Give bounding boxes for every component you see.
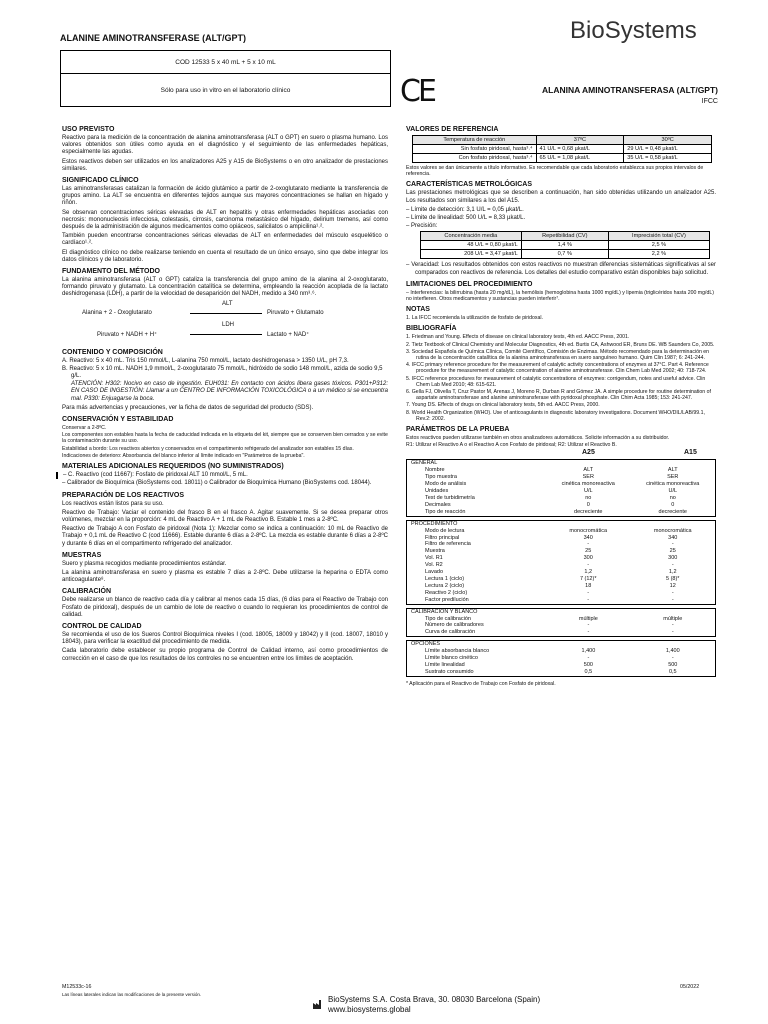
table-cell: - [587, 655, 590, 662]
table-cell: 30ºC [624, 136, 712, 145]
table-cell: - [587, 589, 590, 596]
reaction-arrow [190, 313, 262, 314]
table-cell: 25 [669, 548, 676, 555]
table-cell: - [587, 541, 590, 548]
param-section-title: OPCIONES [411, 641, 441, 648]
reaction-scheme [62, 301, 388, 345]
table-cell: 0,5 [668, 668, 677, 675]
list-item: 5. IFCC reference procedures for measurement of catalytic concentrations of enzymes: corrigendum, notes and useful advice. Clin Chem Lab Med 2010; 48: 615-621. [406, 375, 706, 388]
column-header: A15 [684, 449, 697, 457]
table-cell: - [671, 589, 674, 596]
paragraph: Las aminotransferasas catalizan la formación de ácido glutámico a partir de 2-oxoglutarato mediante la transferencia de grupos amino. La ALT se encuentra en diferentes tejidos aunque sus mayores concentraciones se hallan en hígado y riñón. [62, 186, 388, 207]
table-row [407, 590, 715, 597]
table-cell: monocromática [653, 527, 692, 534]
table-cell: 18 [585, 582, 592, 589]
table-cell: U/L [668, 488, 678, 495]
table-cell: Tipo de calibración [425, 615, 471, 622]
section-heading: CONTENIDO Y COMPOSICIÓN [62, 348, 163, 356]
table-cell: ALT [667, 467, 678, 474]
table-cell: Imprecisión total (CV) [608, 232, 709, 241]
table-cell: Reactivo 2 (ciclo) [425, 589, 468, 596]
list-item: 7. Young DS. Effects of drugs on clinical laboratory tests, 5th ed. AACC Press, 2000. [406, 402, 600, 409]
precision-table [420, 231, 710, 259]
table-cell: U/L [583, 488, 593, 495]
table-row [407, 562, 715, 569]
ivd-notice: Sólo para uso in vitro en el laboratorio clínico [160, 87, 291, 94]
table-cell: 500 [583, 661, 593, 668]
table-cell: no [585, 495, 592, 502]
table-cell: Vol. R2 [425, 562, 443, 569]
param-section [406, 640, 716, 677]
section-heading: PREPARACIÓN DE LOS REACTIVOS [62, 491, 184, 499]
paragraph: Estabilidad a bordo: Los reactivos abiertos y conservados en el compartimento refrigerado del analizador son estables 15 días. [62, 445, 354, 452]
table-row [407, 583, 715, 590]
table-row [421, 250, 710, 259]
table-cell: 12 [669, 582, 676, 589]
revision-note: Las líneas laterales indican las modificaciones de la presente versión. [62, 992, 202, 997]
table-cell: 48 U/L = 0,80 µkat/L [421, 241, 522, 250]
enzyme-label: ALT [222, 300, 233, 307]
paragraph: Los componentes son estables hasta la fecha de caducidad indicada en la etiqueta del kit, siempre que se conserven bien cerrados y se evite la contaminación durante su uso. [62, 432, 388, 445]
table-row [407, 509, 715, 516]
column-header: A25 [582, 449, 595, 457]
list-item: – Límite de detección: 3,1 U/L = 0,05 µkat/L. [406, 206, 524, 213]
list-item: – Calibrador de Bioquímica (BioSystems cod. 18011) o Calibrador de Bioquímica Humano (BioSystems cod. 18044). [62, 480, 372, 487]
list-item: 3. Sociedad Española de Química Clínica, Comité Científico, Comisión de Enzimas. Método recomendado para la determinación en rutina de la concentración catalítica de la alanina aminotransferasa en suero sanguíneo humano. Quim Clin 1987; 6: 241-244. [406, 348, 710, 362]
list-item: 8. World Health Organization (WHO). Use of anticoagulants in diagnostic laboratory investigations. Document WHO/DIL/LAB/99.1, Rev.2: 2002. [406, 409, 705, 422]
table-cell: Límite absorbancia blanco [425, 648, 490, 655]
table-cell: Número de calibradores [425, 622, 484, 629]
table-cell: 1,2 [668, 569, 677, 576]
table-cell: - [587, 629, 590, 636]
table-row [407, 648, 715, 655]
table-row [413, 136, 712, 145]
table-cell: Concentración media [421, 232, 522, 241]
reaction-arrow [190, 334, 262, 335]
table-row [407, 488, 715, 495]
table-cell: - [587, 622, 590, 629]
reference-values-table [412, 135, 712, 163]
table-cell: Filtro de referencia [425, 541, 471, 548]
section-heading: BIBLIOGRAFÍA [406, 325, 457, 333]
table-cell: 340 [583, 534, 593, 541]
table-cell: cinética monoreactiva [561, 481, 615, 488]
table-row [407, 555, 715, 562]
table-row [413, 154, 712, 163]
paragraph: La alanina aminotransferasa (ALT o GPT) cataliza la transferencia del grupo amino de la alanina al 2-oxoglutarato, formando piruvato y glutamato. La concentración catalítica se determina, empleando la reacción acoplada de la lactato deshidrogenasa (LDH), a partir de la velocidad de desaparición del NADH, medido a 340 nm³˒⁶. [62, 277, 388, 298]
table-row [421, 232, 710, 241]
paragraph: El diagnóstico clínico no debe realizarse teniendo en cuenta el resultado de un único ensayo, sino que debe integrar los datos clínicos y de laboratorio. [62, 249, 388, 263]
doc-code: M12533c-16 [62, 984, 92, 990]
table-cell: 37ºC [536, 136, 624, 145]
list-item: 2. Tietz Textbook of Clinical Chemistry and Molecular Diagnostics, 4th ed. Burtis CA, Ashwood ER, Bruns DE. WB Saunders Co, 2005. [406, 341, 715, 348]
table-cell: - [671, 629, 674, 636]
param-columns [406, 449, 716, 459]
table-cell: Límite linealidad [425, 661, 465, 668]
table-row [407, 576, 715, 583]
table-row [421, 241, 710, 250]
paragraph: Indicaciones de deterioro: Absorbancia del blanco inferior al límite indicado en "Parámetros de la prueba". [62, 452, 305, 459]
paragraph: Para más advertencias y precauciones, ver la ficha de datos de seguridad del producto (SDS). [62, 404, 314, 411]
paragraph: Reactivo de Trabajo: Vaciar el contenido del frasco B en el frasco A. Agitar suavemente. Si se desea preparar otros volúmenes, mezclar en la proporción: 4 mL de Reactivo A + 1 mL de Reactivo B. Estable 1 mes a 2-8ºC. [62, 509, 388, 523]
paragraph: Los reactivos están listos para su uso. [62, 500, 164, 507]
list-item: A. Reactivo: 5 x 40 mL. Tris 150 mmol/L, L-alanina 750 mmol/L, lactato deshidrogenasa > 1350 U/L, pH 7,3. [62, 357, 349, 364]
paragraph: Conservar a 2-8ºC. [62, 425, 107, 432]
table-cell: 500 [668, 661, 678, 668]
table-cell: Sustrato consumido [425, 668, 474, 675]
section-heading: MUESTRAS [62, 551, 102, 559]
doc-title: ALANINE AMINOTRANSFERASE (ALT/GPT) [60, 33, 246, 43]
table-cell: - [671, 622, 674, 629]
table-cell: - [587, 562, 590, 569]
table-cell: Modo de análisis [425, 481, 467, 488]
table-cell: 5 (8)* [666, 575, 680, 582]
table-cell: - [587, 596, 590, 603]
table-cell: Nombre [425, 467, 445, 474]
list-item: B. Reactivo: 5 x 10 mL. NADH 1,9 mmol/L, 2-oxoglutarato 75 mmol/L, hidróxido de sodio 148 mmol/L, azida de sodio 9,5 g/L. [62, 365, 383, 380]
list-item: 1. Friedman and Young. Effects of disease on clinical laboratory tests, 4th ed. AACC Press, 2001. [406, 334, 630, 341]
paragraph: También pueden encontrarse concentraciones séricas elevadas de ALT en enfermedades del músculo esquelético o cardíaco¹˒². [62, 233, 388, 247]
table-row [407, 528, 715, 535]
table-cell: 7 (12)* [579, 575, 597, 582]
table-cell: cinética monoreactiva [646, 481, 700, 488]
list-item: – Límite de linealidad: 500 U/L = 8,33 µkat/L. [406, 215, 526, 222]
section-heading: PARÁMETROS DE LA PRUEBA [406, 426, 510, 434]
table-cell: Decimales [425, 501, 451, 508]
paragraph: Estos reactivos pueden utilizarse también en otros analizadores automáticos. Solicite información a su distribuidor. [406, 435, 670, 442]
table-cell: 0 [671, 501, 675, 508]
table-cell: 2,5 % [608, 241, 709, 250]
table-cell: 65 U/L = 1,08 µkat/L [536, 154, 624, 163]
list-item: 4. IFCC primary reference procedure for the measurement of catalytic activity concentrations of enzymes at 37°C. Part 4. Reference procedure for the measurement of catalytic concentration of alanine aminotransferase. Clin Chem Lab Med 2002; 40: 718-724. [406, 362, 709, 375]
reaction-substrate: Piruvato + NADH + H⁺ [97, 331, 158, 338]
table-row [407, 655, 715, 662]
param-section [406, 459, 716, 516]
reaction-product: Piruvato + Glutamato [267, 309, 324, 316]
table-row [407, 502, 715, 509]
table-cell: no [669, 495, 676, 502]
table-row [407, 629, 715, 636]
table-cell: SER [667, 474, 679, 481]
reaction-substrate: Alanina + 2 - Oxoglutarato [82, 309, 152, 316]
paragraph: Suero y plasma recogidos mediante procedimientos estándar. [62, 560, 227, 567]
paragraph: – Interferencias: la bilirrubina (hasta 20 mg/dL), la hemólisis (hemoglobina hasta 1000 mg/dL) y lipemia (triglicéridos hasta 200 mg/dL) no interfieren. Otros medicamentos y sustancias pueden interferir⁷. [406, 289, 714, 303]
factory-icon [313, 996, 323, 1006]
paragraph: Se observan concentraciones séricas elevadas de ALT en hepatitis y otras enfermedades hepáticas asociadas con necrosis: mononucleosis infecciosa, colestasis, cirrosis, carcinoma metastásico del hígado, delirium tremens, así como después de la administración de algunos medicamentos como opiáceos, salicilatos o ampicilina¹˒². [62, 209, 388, 231]
paragraph: Se recomienda el uso de los Sueros Control Bioquímica niveles I (cod. 18005, 18009 y 18042) y II (cod. 18007, 18010 y 18043), para verificar la exactitud del procedimiento de medida. [62, 631, 388, 646]
section-heading: NOTAS [406, 306, 430, 314]
table-cell: múltiple [578, 615, 598, 622]
table-cell: 2,2 % [608, 250, 709, 259]
section-heading: SIGNIFICADO CLÍNICO [62, 177, 139, 185]
table-cell: 340 [668, 534, 678, 541]
left-column [62, 122, 388, 665]
table-cell: Factor predilución [425, 596, 469, 603]
table-cell: Tipo muestra [425, 474, 457, 481]
spanish-title: ALANINA AMINOTRANSFERASA (ALT/GPT) [542, 85, 718, 95]
table-cell: Curva de calibración [425, 629, 476, 636]
paragraph: R1: Utilizar el Reactivo A o el Reactivo A con Fosfato de piridoxal; R2: Utilizar el Reactivo B. [406, 442, 617, 449]
table-cell: Sin fosfato piridoxal, hasta³˒⁴ [413, 145, 537, 154]
paragraph: Estos reactivos deben ser utilizados en los analizadores A25 y A15 de BioSystems o en otro analizador de prestaciones similares. [62, 158, 388, 172]
ce-mark: CE [400, 74, 434, 109]
table-cell: Filtro principal [425, 534, 460, 541]
paragraph: Estos valores se dan únicamente a título informativo. Es recomendable que cada laboratorio establezca sus propios intervalos de referencia. [406, 165, 704, 178]
reaction-product: Lactato + NAD⁺ [267, 331, 310, 338]
table-row [407, 597, 715, 604]
table-cell: Lavado [425, 569, 444, 576]
table-row [407, 569, 715, 576]
table-cell: Límite blanco cinético [425, 655, 478, 662]
section-heading: USO PREVISTO [62, 126, 115, 133]
table-cell: 208 U/L = 3,47 µkat/L [421, 250, 522, 259]
brand-logo: BioSystems [570, 17, 697, 44]
list-item: – Veracidad: Los resultados obtenidos con estos reactivos no muestran diferencias sistemáticas significativas al ser comparados con reactivos de referencia. Los detalles del estudio comparativo están disponibles bajo solicitud. [406, 262, 716, 276]
section-heading: CONTROL DE CALIDAD [62, 622, 142, 630]
table-cell: ALT [583, 467, 594, 474]
table-cell: Modo de lectura [425, 527, 465, 534]
table-cell: 300 [668, 555, 678, 562]
table-cell: 1,400 [665, 648, 680, 655]
paragraph: Las prestaciones metrológicas que se describen a continuación, han sido obtenidas utilizando un analizador A25. Los resultados son similares a los del A15. [406, 190, 716, 204]
table-cell: 1,4 % [521, 241, 608, 250]
table-row [407, 495, 715, 502]
table-cell: Muestra [425, 548, 445, 555]
section-heading: MATERIALES ADICIONALES REQUERIDOS (NO SUMINISTRADOS) [62, 463, 284, 471]
table-cell: monocromática [569, 527, 608, 534]
table-cell: SER [582, 474, 594, 481]
table-row [407, 481, 715, 488]
section-heading: FUNDAMENTO DEL MÉTODO [62, 268, 161, 276]
table-cell: - [671, 655, 674, 662]
table-cell: 1,2 [584, 569, 593, 576]
table-cell: 0,7 % [521, 250, 608, 259]
company-website: www.biosystems.global [328, 1005, 411, 1014]
table-cell: Lectura 1 (ciclo) [425, 575, 465, 582]
table-row [413, 145, 712, 154]
table-cell: 0,5 [584, 668, 593, 675]
table-cell: - [671, 562, 674, 569]
table-cell: - [671, 541, 674, 548]
table-cell: 25 [585, 548, 592, 555]
table-row [407, 541, 715, 548]
bibliography-list [406, 334, 716, 422]
section-heading: VALORES DE REFERENCIA [406, 126, 499, 133]
doc-date: 05/2022 [680, 984, 700, 990]
table-cell: - [671, 596, 674, 603]
section-heading: CARACTERÍSTICAS METROLÓGICAS [406, 181, 532, 189]
table-cell: Con fosfato piridoxal, hasta³˒⁴ [413, 154, 537, 163]
param-section [406, 608, 716, 638]
table-cell: Test de turbidimetría [425, 495, 475, 502]
table-cell: 0 [586, 501, 590, 508]
table-cell: Tipo de reacción [425, 508, 466, 515]
table-cell: 41 U/L = 0,68 µkat/L [536, 145, 624, 154]
table-cell: decreciente [658, 508, 687, 515]
product-code: COD 12533 5 x 40 mL + 5 x 10 mL [61, 51, 390, 74]
table-row [407, 662, 715, 669]
paragraph: La alanina aminotransferasa en suero y plasma es estable 7 días a 2-8ºC. Debe utilizarse la heparina o EDTA como anticoagulante⁸. [62, 569, 388, 584]
param-section-title: PROCEDIMIENTO [411, 520, 458, 527]
paragraph: 1. La IFCC recomienda la utilización de fosfato de piridoxal. [406, 315, 543, 322]
param-section [406, 520, 716, 605]
warning-text: ATENCIÓN: H302: Nocivo en caso de ingestión. EUH031: En contacto con ácidos libera gases tóxicos. P301+P312: EN CASO DE INGESTIÓN: Llamar a un CENTRO DE INFORMACIÓN TOXICOLÓGICA o a un médico si se encuentra mal. P330: Enjuagarse la boca. [71, 381, 388, 402]
list-item: 6. Gella FJ, Olivella T, Cruz Pastor M, Arenas J, Moreno R, Durban R and Gómez JA. A simple procedure for routine determination of aspartate aminotransferase and alanine aminotransferase with pyridoxal phosphate. Clin Chim Acta 1985; 153: 241-247. [406, 389, 711, 402]
company-address: BioSystems S.A. Costa Brava, 30. 08030 Barcelona (Spain) [328, 995, 541, 1004]
section-heading: CALIBRACIÓN [62, 588, 111, 596]
table-cell: Lectura 2 (ciclo) [425, 582, 465, 589]
table-cell: decreciente [574, 508, 603, 515]
table-cell: 35 U/L = 0,58 µkat/L [624, 154, 712, 163]
table-cell: 29 U/L = 0,48 µkat/L [624, 145, 712, 154]
table-row [407, 535, 715, 542]
section-heading: CONSERVACIÓN Y ESTABILIDAD [62, 416, 174, 424]
table-cell: Unidades [425, 488, 449, 495]
param-section-title: GENERAL [411, 460, 438, 467]
paragraph: Debe realizarse un blanco de reactivo cada día y calibrar al menos cada 15 días, (6 días para el Reactivo de Trabajo con Fosfato de piridoxal), después de un cambio de lote de reactivo o cuando lo requieran los procedimientos de control de calidad. [62, 597, 388, 618]
table-cell: Vol. R1 [425, 555, 443, 562]
table-row [407, 467, 715, 474]
method-label: IFCC [701, 98, 718, 105]
table-cell: 1,400 [581, 648, 596, 655]
table-row [407, 669, 715, 676]
table-cell: múltiple [663, 615, 683, 622]
table-row [407, 474, 715, 481]
paragraph: Reactivo de Trabajo A con Fosfato de piridoxal (Nota 1): Mezclar como se indica a continuación: 10 mL de Reactivo de Trabajo + 0,1 mL de Reactivo C (cod 11666). Estable durante 6 días a 2-8ºC. La mezcla es estable durante 6 días a 2-8ºC y durante 6 días en el compartimento refrigerado del analizador. [62, 526, 388, 547]
paragraph: Reactivo para la medición de la concentración de alanina aminotransferasa (ALT o GPT) en suero o plasma humano. Los valores obtenidos son útiles como ayuda en el diagnóstico y el seguimiento de las enfermedades hepáticas, especialmente las agudas. [62, 135, 388, 156]
table-cell: 300 [583, 555, 593, 562]
table-cell: Temperatura de reacción [413, 136, 537, 145]
param-section-title: CALIBRACIÓN Y BLANCO [411, 608, 478, 615]
product-box [60, 50, 391, 107]
section-heading: LIMITACIONES DEL PROCEDIMIENTO [406, 280, 533, 288]
paragraph: Cada laboratorio debe establecer su propio programa de Control de Calidad interno, así como procedimientos de corrección en el caso de que los resultados de los controles no se encuentren entre los límites de aceptación. [62, 648, 388, 662]
list-item: – C. Reactivo (cod 11667): Fosfato de piridoxal ALT 10 mmol/L, 5 mL. [56, 472, 388, 479]
table-row [407, 616, 715, 623]
table-row [407, 622, 715, 629]
enzyme-label: LDH [222, 321, 235, 328]
parameters-table [406, 459, 716, 676]
table-row [407, 548, 715, 555]
list-item: – Precisión: [406, 223, 438, 230]
right-column [406, 122, 716, 688]
footnote: * Aplicación para el Reactivo de Trabajo con Fosfato de piridoxal. [406, 680, 556, 687]
table-cell: Repetibilidad (CV) [521, 232, 608, 241]
